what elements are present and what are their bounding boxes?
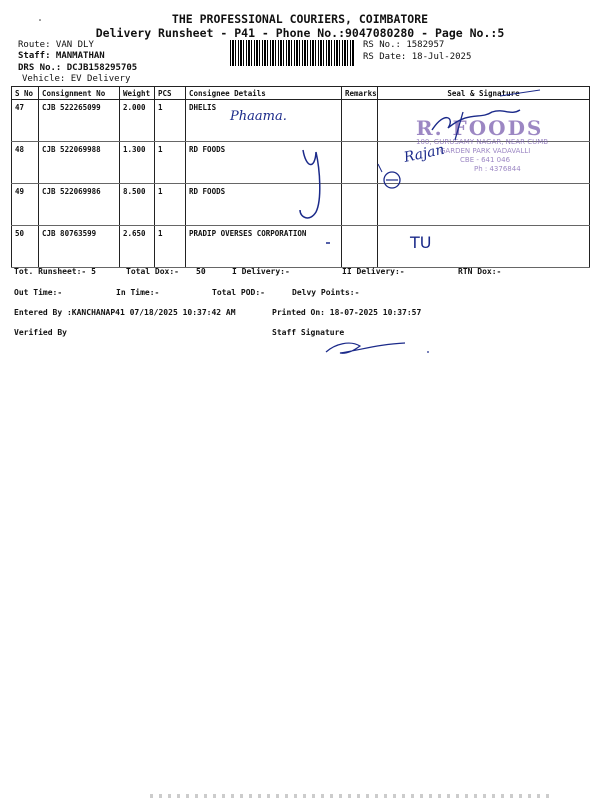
col-header-sno: S No: [12, 87, 39, 100]
cell-consignment: CJB 522069988: [39, 142, 120, 184]
signature-stroke: [455, 112, 463, 140]
total-pod-label: Total POD:-: [212, 288, 265, 297]
col-header-consignee: Consignee Details: [186, 87, 342, 100]
cell-weight: 2.650: [120, 226, 155, 268]
entered-by: Entered By :KANCHANAP41 07/18/2025 10:37:42 AM: [14, 308, 236, 317]
cell-weight: 2.000: [120, 100, 155, 142]
handwritten-initials: TU: [410, 233, 432, 252]
rs-number: RS No.: 1582957: [363, 40, 445, 50]
cell-sno: 49: [12, 184, 39, 226]
stamp-name: R. FOODS: [416, 116, 544, 140]
delvy-points-label: Delvy Points:-: [292, 288, 360, 297]
in-time-label: In Time:-: [116, 288, 160, 297]
scan-artifact: [150, 794, 550, 798]
ink-dot: [39, 19, 41, 21]
col-header-consignment: Consignment No: [39, 87, 120, 100]
out-time-label: Out Time:-: [14, 288, 63, 297]
ink-dash: [378, 164, 382, 172]
col-header-weight: Weight: [120, 87, 155, 100]
cell-consignee: DHELIS: [186, 100, 342, 142]
cell-sno: 47: [12, 100, 39, 142]
stamp-line: GARDEN PARK VADAVALLI: [440, 147, 531, 155]
tot-runsheet: Tot. Runsheet:- 5: [14, 267, 96, 276]
handwritten-receiver: Rajan: [402, 141, 446, 166]
staff-signature-scribble: [326, 343, 405, 353]
staff-label: Staff: MANMATHAN: [18, 51, 105, 61]
staff-signature-label: Staff Signature: [272, 328, 345, 337]
cell-consignment: CJB 522265099: [39, 100, 120, 142]
rs-date: RS Date: 18-Jul-2025: [363, 52, 472, 62]
vehicle-label: Vehicle: EV Delivery: [22, 74, 131, 84]
route-label: Route: VAN DLY: [18, 40, 94, 50]
col-header-seal: Seal & Signature: [378, 87, 590, 100]
handwritten-name: Phaama.: [230, 109, 287, 124]
cell-pcs: 1: [155, 226, 186, 268]
total-dox-label: Total Dox:-: [126, 267, 179, 276]
stamp-line: CBE - 641 046: [460, 156, 511, 164]
cell-pcs: 1: [155, 100, 186, 142]
cell-consignment: CJB 80763599: [39, 226, 120, 268]
cell-sno: 50: [12, 226, 39, 268]
stamp-line: 100, GURUSAMY NAGAR, NEAR CUMB: [416, 138, 549, 146]
signature-scribble: [432, 110, 520, 130]
cell-pcs: 1: [155, 142, 186, 184]
total-dox-value: 50: [196, 267, 206, 276]
cell-weight: 8.500: [120, 184, 155, 226]
drs-number: DRS No.: DCJB158295705: [18, 63, 138, 73]
stamp-line: Ph : 4376844: [474, 165, 521, 173]
ink-dot: [427, 351, 429, 353]
ii-delivery-label: II Delivery:-: [342, 267, 405, 276]
i-delivery-label: I Delivery:-: [232, 267, 290, 276]
verified-by: Verified By: [14, 328, 67, 337]
signature-stroke: [500, 90, 540, 96]
rtn-dox-label: RTN Dox:-: [458, 267, 502, 276]
cell-sno: 48: [12, 142, 39, 184]
printed-on: Printed On: 18-07-2025 10:37:57: [272, 308, 422, 317]
cell-pcs: 1: [155, 184, 186, 226]
col-header-pcs: PCS: [155, 87, 186, 100]
cell-consignee: RD FOODS: [186, 184, 342, 226]
col-header-remarks: Remarks: [342, 87, 378, 100]
company-name: THE PROFESSIONAL COURIERS, COIMBATORE: [171, 12, 429, 26]
runsheet-title: Delivery Runsheet - P41 - Phone No.:9047080280 - Page No.:5: [95, 26, 505, 40]
cell-consignee: RD FOODS: [186, 142, 342, 184]
scribble-mark: [300, 150, 320, 218]
cell-weight: 1.300: [120, 142, 155, 184]
cell-consignee: PRADIP OVERSES CORPORATION: [186, 226, 342, 268]
cell-consignment: CJB 522069986: [39, 184, 120, 226]
